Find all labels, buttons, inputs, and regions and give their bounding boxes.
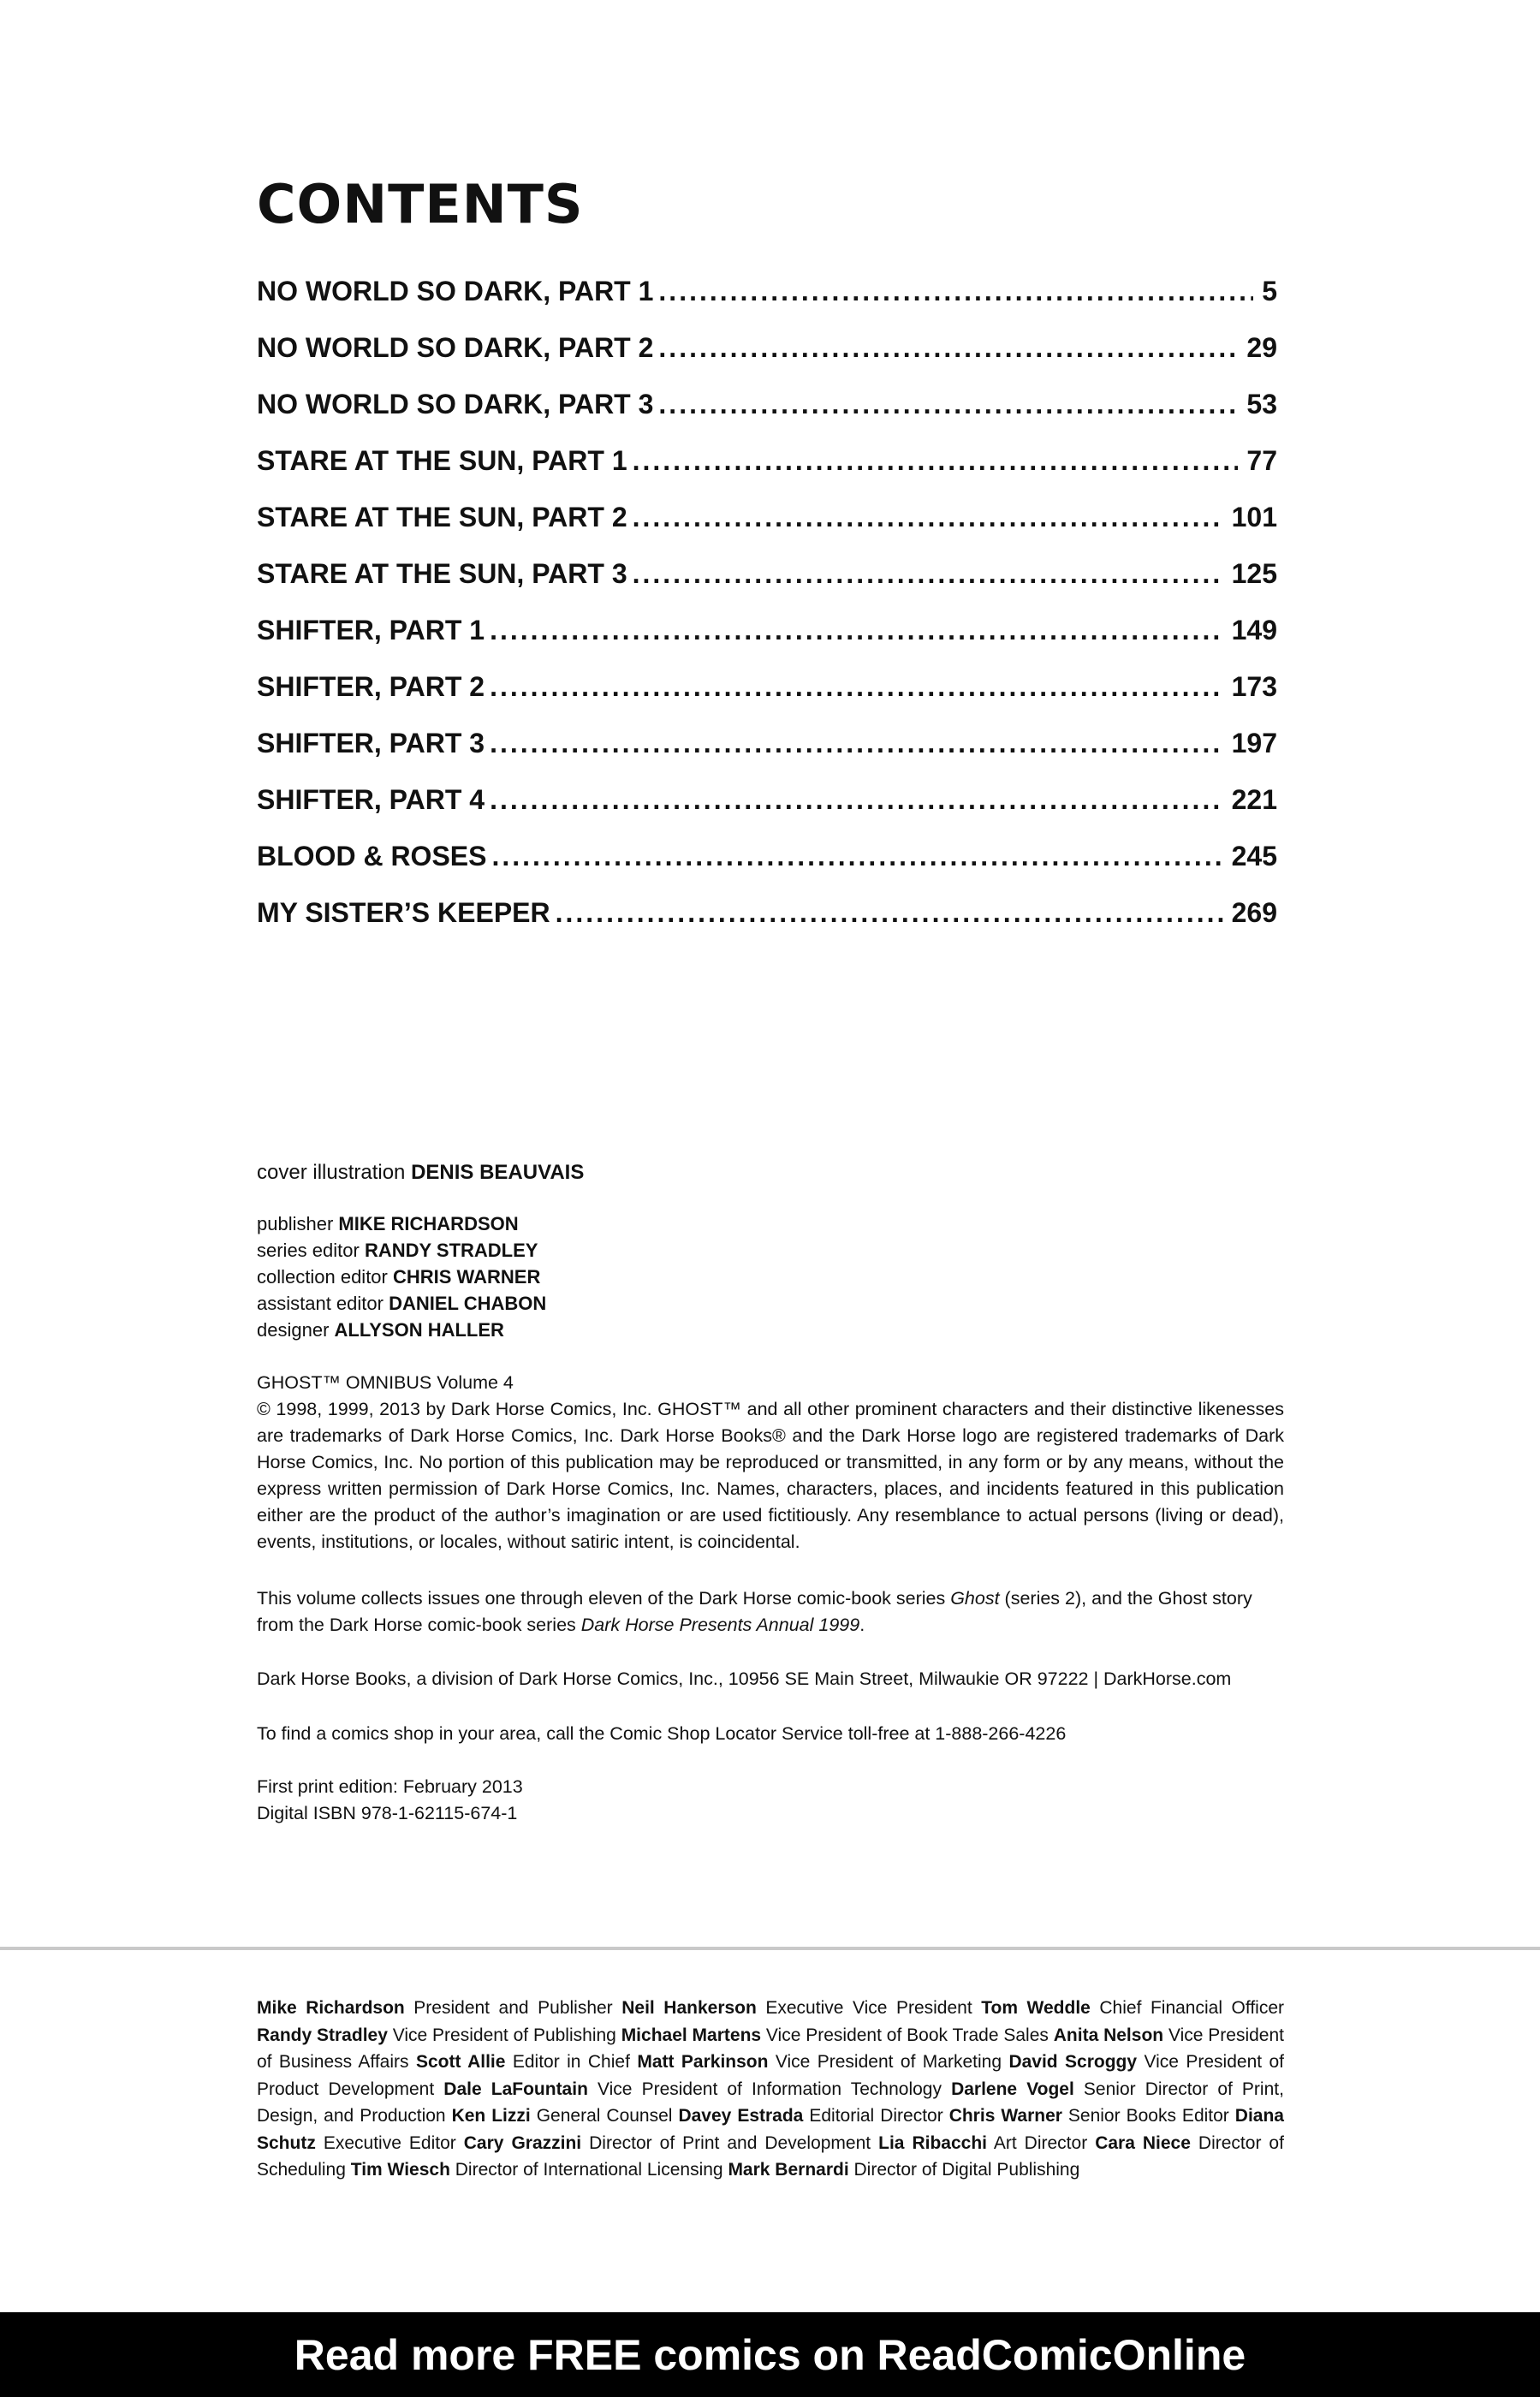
toc-entry[interactable]	[257, 837, 1277, 894]
staff-credit-line	[257, 1210, 1284, 1237]
credit-name: ALLYSON HALLER	[334, 1319, 504, 1341]
divider	[0, 1947, 1540, 1950]
staff-name: Neil Hankerson	[621, 1998, 757, 2018]
toc-leader-dots	[491, 837, 1222, 875]
staff-credits	[257, 1210, 1284, 1343]
staff-title: President and Publisher	[413, 1998, 613, 2018]
toc-entry-page: 5	[1262, 276, 1277, 306]
toc-entry-title: STARE AT THE SUN, PART 2	[257, 502, 627, 532]
toc-entry[interactable]	[257, 442, 1277, 498]
staff-name: Michael Martens	[621, 2025, 762, 2045]
staff-name: David Scroggy	[1008, 2052, 1138, 2072]
toc-entry-page: 221	[1231, 784, 1277, 815]
credit-role: assistant editor	[257, 1293, 384, 1314]
staff-name: Dale LaFountain	[443, 2079, 588, 2099]
staff-name: Tom Weddle	[981, 1998, 1091, 2018]
toc-entry[interactable]	[257, 611, 1277, 668]
credit-name: DENIS BEAUVAIS	[411, 1161, 585, 1184]
toc-leader-dots	[633, 442, 1239, 479]
copyright-block	[257, 1370, 1284, 1555]
toc-entry-page: 197	[1231, 728, 1277, 758]
toc-entry-title: SHIFTER, PART 2	[257, 671, 485, 702]
staff-title: Executive Editor	[323, 2132, 456, 2153]
staff-name: Lia Ribacchi	[878, 2132, 987, 2153]
toc-entry-title: STARE AT THE SUN, PART 1	[257, 445, 627, 476]
toc-entry-page: 245	[1231, 841, 1277, 871]
toc-entry[interactable]	[257, 272, 1277, 329]
annual-title: Dark Horse Presents Annual 1999	[580, 1615, 860, 1635]
toc-entry[interactable]	[257, 724, 1277, 781]
staff-name: Chris Warner	[948, 2106, 1062, 2126]
credit-name: CHRIS WARNER	[393, 1266, 541, 1288]
toc-entry[interactable]	[257, 498, 1277, 555]
toc-entry-title: SHIFTER, PART 3	[257, 728, 485, 758]
staff-title: Vice President of Business Affairs	[257, 2025, 1284, 2072]
toc-leader-dots	[490, 781, 1223, 818]
toc-leader-dots	[490, 611, 1223, 649]
edition: First print edition: February 2013	[257, 1776, 523, 1797]
credit-name: DANIEL CHABON	[389, 1293, 547, 1314]
toc-entry-title: SHIFTER, PART 4	[257, 784, 485, 815]
isbn: Digital ISBN 978-1-62115-674-1	[257, 1803, 518, 1823]
series-title: Ghost	[950, 1588, 1000, 1609]
staff-name: Ken Lizzi	[451, 2106, 531, 2126]
publisher-address: Dark Horse Books, a division of Dark Horse Comics, Inc., 10956 SE Main Street, Milwaukie OR 97222 | DarkHorse.com	[257, 1668, 1232, 1689]
staff-name: Cara Niece	[1095, 2132, 1191, 2153]
toc-entry-page: 77	[1246, 445, 1277, 476]
staff-name: Cary Grazzini	[463, 2132, 582, 2153]
toc-entry-title: NO WORLD SO DARK, PART 3	[257, 389, 654, 419]
credit-role: publisher	[257, 1213, 334, 1234]
staff-list	[257, 1995, 1284, 2184]
staff-name: Matt Parkinson	[637, 2052, 769, 2072]
toc-entry-page: 29	[1246, 332, 1277, 363]
toc-entry-page: 53	[1246, 389, 1277, 419]
staff-credit-line	[257, 1264, 1284, 1290]
staff-name: Tim Wiesch	[350, 2160, 450, 2180]
staff-title: Director of Scheduling	[257, 2132, 1284, 2180]
staff-name: Mark Bernardi	[728, 2160, 849, 2180]
toc-entry-title: BLOOD & ROSES	[257, 841, 487, 871]
toc-entry-page: 125	[1231, 558, 1277, 589]
staff-title: Vice President of Information Technology	[598, 2079, 942, 2099]
toc-leader-dots	[490, 724, 1223, 762]
contents-list	[257, 272, 1277, 950]
staff-credit-line	[257, 1237, 1284, 1264]
staff-credit-line	[257, 1290, 1284, 1317]
shop-locator: To find a comics shop in your area, call the Comic Shop Locator Service toll-free at 1-888-266-4226	[257, 1723, 1067, 1744]
edition-info	[257, 1774, 1284, 1827]
collects-note: This volume collects issues one through eleven of the Dark Horse comic-book series Ghost (series 2), and the Ghost story from the Dark Horse comic-book series Dark Horse Presents Annual 1999.	[257, 1588, 1252, 1635]
staff-name: Scott Allie	[415, 2052, 506, 2072]
toc-entry-page: 173	[1231, 671, 1277, 702]
toc-entry-title: SHIFTER, PART 1	[257, 615, 485, 645]
credit-role: collection editor	[257, 1266, 388, 1288]
staff-title: Vice President of Book Trade Sales	[765, 2025, 1049, 2045]
credit-role: designer	[257, 1319, 330, 1341]
toc-leader-dots	[658, 272, 1253, 310]
staff-title: Chief Financial Officer	[1099, 1998, 1284, 2018]
volume-title: GHOST™ OMNIBUS Volume 4	[257, 1372, 514, 1393]
toc-leader-dots	[658, 329, 1238, 366]
staff-title: Editor in Chief	[512, 2052, 630, 2072]
staff-name: Darlene Vogel	[951, 2079, 1074, 2099]
staff-title: Editorial Director	[809, 2106, 943, 2126]
staff-name: Randy Stradley	[257, 2025, 388, 2045]
staff-title: Director of Digital Publishing	[853, 2160, 1080, 2180]
staff-name: Mike Richardson	[257, 1998, 405, 2018]
staff-credit-line	[257, 1317, 1284, 1343]
credit-name: RANDY STRADLEY	[364, 1240, 538, 1261]
toc-entry[interactable]	[257, 555, 1277, 611]
toc-entry[interactable]	[257, 385, 1277, 442]
staff-title: Senior Books Editor	[1067, 2106, 1229, 2126]
staff-name: Anita Nelson	[1053, 2025, 1164, 2045]
toc-entry-title: NO WORLD SO DARK, PART 2	[257, 332, 654, 363]
toc-entry-page: 101	[1231, 502, 1277, 532]
staff-title: Senior Director of Print, Design, and Production	[257, 2079, 1284, 2126]
toc-entry[interactable]	[257, 781, 1277, 837]
staff-title: Vice President of Publishing	[392, 2025, 616, 2045]
staff-title: Vice President of Product Development	[257, 2052, 1285, 2099]
toc-entry[interactable]	[257, 329, 1277, 385]
staff-title: Director of Print and Development	[589, 2132, 871, 2153]
toc-leader-dots	[490, 668, 1223, 705]
credit-role: series editor	[257, 1240, 360, 1261]
toc-entry-title: NO WORLD SO DARK, PART 1	[257, 276, 654, 306]
toc-leader-dots	[633, 555, 1223, 592]
toc-entry[interactable]	[257, 894, 1277, 950]
staff-title: Vice President of Marketing	[775, 2052, 1002, 2072]
toc-leader-dots	[556, 894, 1223, 931]
toc-leader-dots	[633, 498, 1223, 536]
toc-leader-dots	[658, 385, 1238, 423]
staff-title: General Counsel	[536, 2106, 673, 2126]
toc-entry[interactable]	[257, 668, 1277, 724]
promo-banner[interactable]: Read more FREE comics on ReadComicOnline	[0, 2312, 1540, 2397]
toc-entry-title: MY SISTER’S KEEPER	[257, 897, 550, 928]
staff-title: Director of International Licensing	[455, 2160, 723, 2180]
staff-title: Executive Vice President	[765, 1998, 972, 2018]
staff-title: Art Director	[993, 2132, 1088, 2153]
credit-name: MIKE RICHARDSON	[338, 1213, 519, 1234]
copyright-text: © 1998, 1999, 2013 by Dark Horse Comics, Inc. GHOST™ and all other prominent characters and their distinctive likenesses are trademarks of Dark Horse Comics, Inc. Dark Horse Books® and the Dark Horse logo are registered trademarks of Dark Horse Comics, Inc. No portion of this publication may be reproduced or transmitted, in any form or by any means, without the express written permission of Dark Horse Comics, Inc. Names, characters, places, and incidents featured in this publication either are the product of the author’s imagination or are used fictitiously. Any resemblance to actual persons (living or dead), events, institutions, or locales, without satiric intent, is coincidental.	[257, 1399, 1284, 1552]
credit-role: cover illustration	[257, 1161, 406, 1184]
contents-title: CONTENTS	[257, 173, 584, 235]
cover-credit	[257, 1159, 1284, 1186]
staff-name: Davey Estrada	[678, 2106, 804, 2126]
toc-entry-page: 149	[1231, 615, 1277, 645]
toc-entry-page: 269	[1231, 897, 1277, 928]
toc-entry-title: STARE AT THE SUN, PART 3	[257, 558, 627, 589]
staff-name: Diana Schutz	[257, 2106, 1284, 2153]
